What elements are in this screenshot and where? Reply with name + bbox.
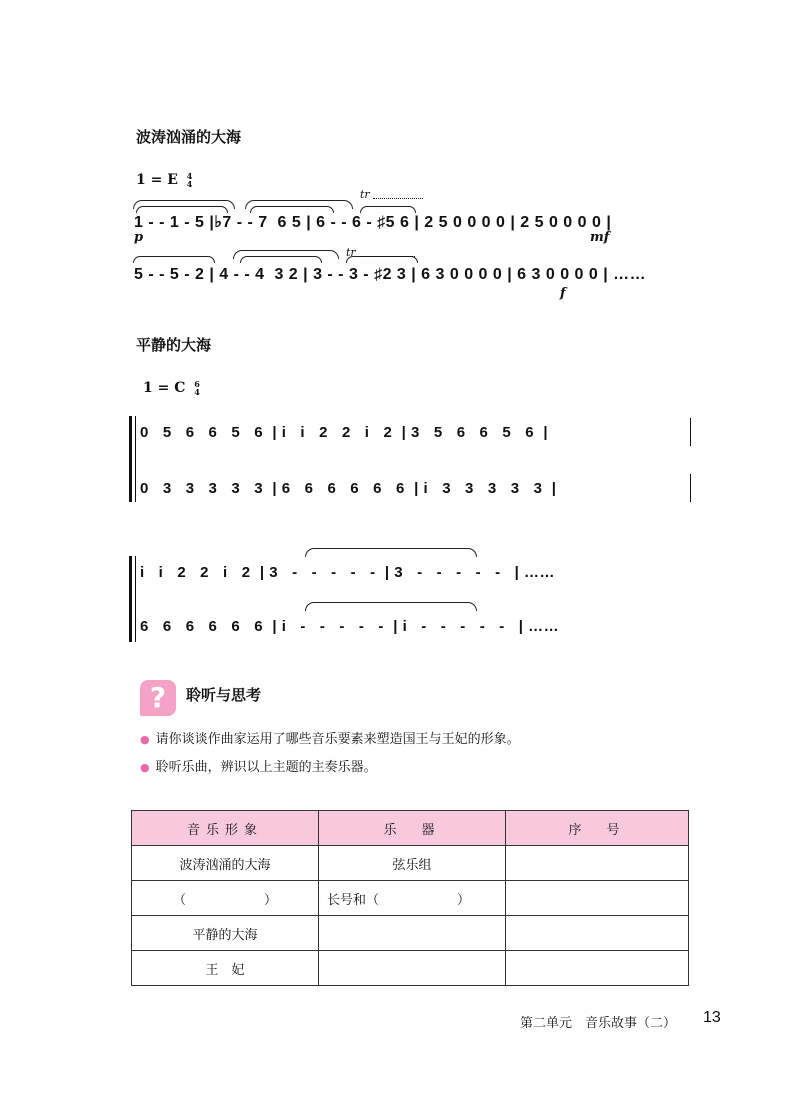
cell: 平静的大海 <box>132 916 319 951</box>
question-icon: ? <box>140 680 176 716</box>
answer-cell[interactable]: 长号和（ ） <box>319 881 506 916</box>
footer-unit-title: 第二单元 音乐故事（二） <box>520 1016 677 1031</box>
slur <box>305 602 477 611</box>
question-2 <box>140 756 377 775</box>
think-title: 聆听与思考 <box>186 686 262 704</box>
answer-cell[interactable] <box>506 951 689 986</box>
section-title-calm-sea: 平静的大海 <box>136 336 212 354</box>
header-instrument: 乐 器 <box>319 811 506 846</box>
slur <box>346 256 418 263</box>
score-upper-1: 0 5 6 6 5 6 | i i 2 2 i 2 | 3 5 6 6 5 6 | <box>140 424 549 441</box>
dynamic-f: f <box>560 286 566 301</box>
key-label: 1 = C <box>143 380 186 396</box>
cell: 弦乐组 <box>319 846 506 881</box>
slur <box>305 548 477 557</box>
answer-table <box>131 810 689 986</box>
table-row <box>132 881 689 916</box>
trill-line <box>373 198 423 199</box>
system-bracket-thin <box>135 556 136 642</box>
table-row <box>132 951 689 986</box>
score-line-2: 5 - - 5 - 2 | 4 - - 4 3 2 | 3 - - 3 - ♯2 3 | 6 3 0 0 0 0 | 6 3 0 0 0 0 | …… <box>134 266 647 283</box>
slur <box>240 256 322 263</box>
barline-end <box>690 474 691 502</box>
dynamic-p: p <box>134 230 144 245</box>
trill-mark: tr <box>360 188 370 201</box>
system-bracket <box>129 556 132 642</box>
time-top: 6 <box>194 379 200 389</box>
system-bracket <box>129 416 132 502</box>
section-title-stormy-sea: 波涛汹涌的大海 <box>136 128 242 146</box>
question-1 <box>140 728 520 747</box>
answer-cell[interactable] <box>506 846 689 881</box>
answer-cell[interactable]: （ ） <box>132 881 319 916</box>
cell: 王 妃 <box>132 951 319 986</box>
table-header-row <box>132 811 689 846</box>
barline-end <box>690 418 691 446</box>
score-line-1: 1 - - 1 - 5 |♭7 - - 7 6 5 | 6 - - 6 - ♯5 6 | 2 5 0 0 0 0 | 2 5 0 0 0 0 | <box>134 214 612 231</box>
score-upper-2: i i 2 2 i 2 | 3 - - - - - | 3 - - - - - | …… <box>140 564 555 581</box>
time-bottom: 4 <box>186 179 193 189</box>
answer-cell[interactable] <box>506 916 689 951</box>
key-signature-c <box>143 380 200 396</box>
answer-cell[interactable] <box>506 881 689 916</box>
answer-cell[interactable] <box>319 916 506 951</box>
page-number: 13 <box>703 1009 721 1026</box>
header-music-image: 音乐形象 <box>132 811 319 846</box>
question-2-text: 聆听乐曲，辨识以上主题的主奏乐器。 <box>155 760 377 775</box>
time-top: 4 <box>186 171 193 181</box>
key-label: 1 = E <box>136 172 178 188</box>
dynamic-mf: mf <box>590 230 610 245</box>
bullet-icon: ● <box>140 733 150 746</box>
question-1-text: 请你谈谈作曲家运用了哪些音乐要素来塑造国王与王妃的形象。 <box>155 732 520 747</box>
time-bottom: 4 <box>194 387 200 397</box>
time-signature <box>194 380 200 396</box>
header-number: 序 号 <box>506 811 689 846</box>
answer-cell[interactable] <box>319 951 506 986</box>
key-signature-e <box>136 172 192 188</box>
trill-mark: tr <box>346 246 356 259</box>
slur <box>133 256 215 263</box>
table-row <box>132 916 689 951</box>
bullet-icon: ● <box>140 761 150 774</box>
cell: 波涛汹涌的大海 <box>132 846 319 881</box>
time-signature <box>187 172 193 188</box>
system-bracket-thin <box>135 416 136 502</box>
table-row <box>132 846 689 881</box>
trill-line <box>359 256 415 257</box>
score-lower-2: 6 6 6 6 6 6 | i - - - - - | i - - - - - | …… <box>140 618 560 635</box>
score-lower-1: 0 3 3 3 3 3 | 6 6 6 6 6 6 | i 3 3 3 3 3 | <box>140 480 557 497</box>
